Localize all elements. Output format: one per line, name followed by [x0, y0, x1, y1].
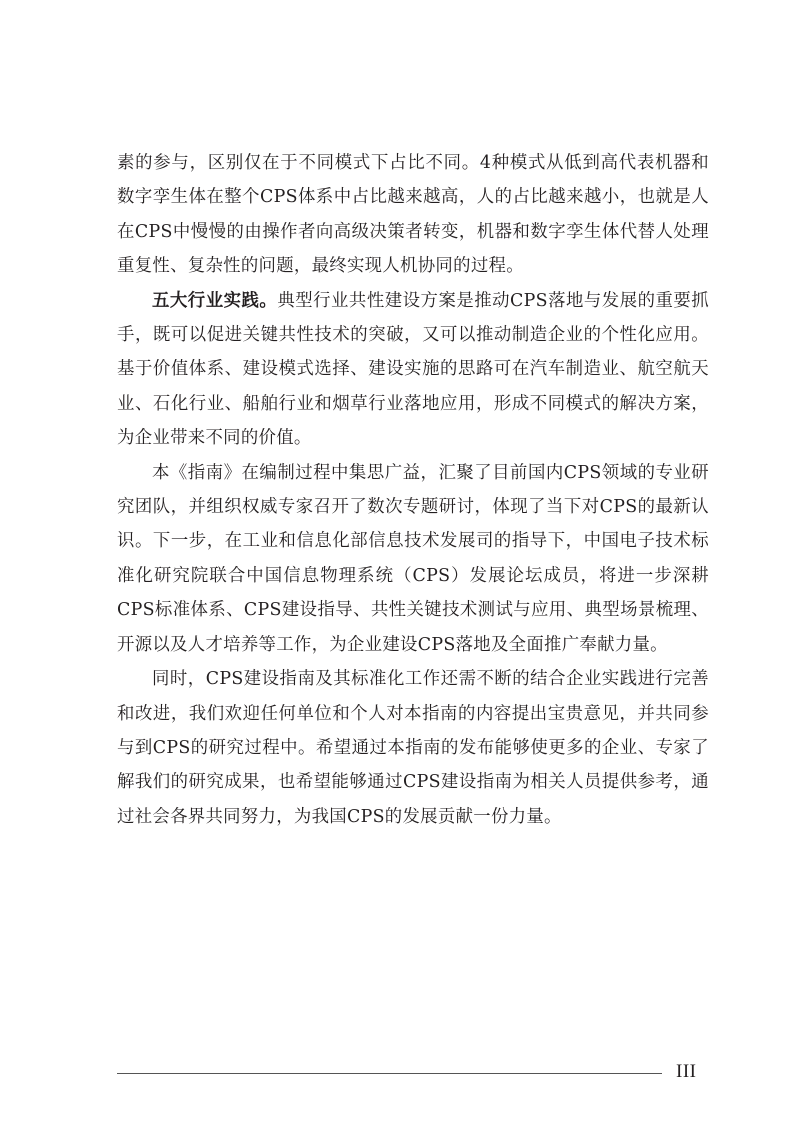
paragraph-industry-practice: [117, 284, 709, 456]
footer-divider: [117, 1073, 662, 1074]
paragraph-text: 同时，CPS建设指南及其标准化工作还需不断的结合企业实践进行完善和改进，我们欢迎任何单位和个人对本指南的内容提出宝贵意见，并共同参与到CPS的研究过程中。希望通过本指南的发布能够使更多的企业、专家了解我们的研究成果，也希望能够通过CPS建设指南为相关人员提供参考，通过社会各界共同努力，为我国CPS的发展贡献一份力量。: [117, 669, 709, 827]
paragraph-text: 本《指南》在编制过程中集思广益，汇聚了目前国内CPS领域的专业研究团队，并组织权威专家召开了数次专题研讨，体现了当下对CPS的最新认识。下一步，在工业和信息化部信息技术发展司的指导下，中国电子技术标准化研究院联合中国信息物理系统（CPS）发展论坛成员，将进一步深耕CPS标准体系、CPS建设指导、共性关键技术测试与应用、典型场景梳理、开源以及人才培养等工作，为企业建设CPS落地及全面推广奉献力量。: [117, 462, 709, 655]
paragraph-text: 典型行业共性建设方案是推动CPS落地与发展的重要抓手，既可以促进关键共性技术的突破，又可以推动制造企业的个性化应用。基于价值体系、建设模式选择、建设实施的思路可在汽车制造业、航空航天业、石化行业、船舶行业和烟草行业落地应用，形成不同模式的解决方案，为企业带来不同的价值。: [117, 290, 709, 449]
paragraph-continuation: [117, 146, 709, 284]
paragraph-lead-heading: 五大行业实践。: [152, 290, 278, 311]
page-number: III: [676, 1061, 697, 1082]
page-body: [117, 146, 709, 834]
paragraph-feedback-invitation: [117, 662, 709, 834]
paragraph-guide-compilation: [117, 456, 709, 662]
paragraph-text: 素的参与，区别仅在于不同模式下占比不同。4种模式从低到高代表机器和数字孪生体在整个CPS体系中占比越来越高，人的占比越来越小，也就是人在CPS中慢慢的由操作者向高级决策者转变，机器和数字孪生体代替人处理重复性、复杂性的问题，最终实现人机协同的过程。: [117, 153, 709, 277]
